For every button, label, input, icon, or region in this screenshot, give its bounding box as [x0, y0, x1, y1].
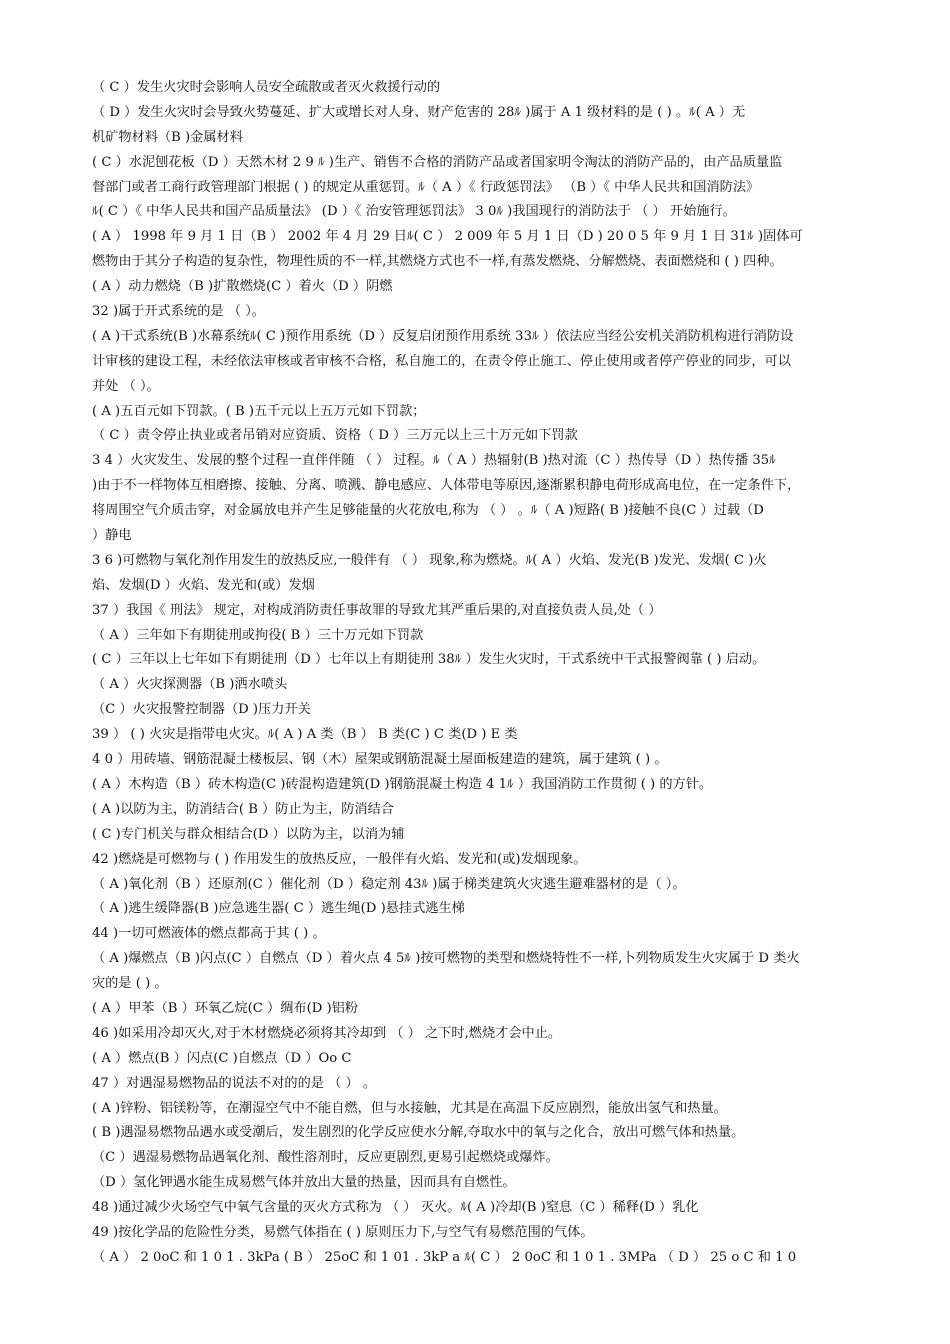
text-line: ）静电 — [92, 528, 132, 544]
text-line: 32 )属于开式系统的是 （ ）。 — [92, 304, 265, 320]
text-line: 并处 （ ）。 — [92, 378, 160, 394]
text-line: ( A ）动力燃烧（B )扩散燃烧(C ）着火（D ）阴燃 — [92, 279, 393, 295]
text-line: 督部门或者工商行政管理部门根据 ( ) 的规定从重惩罚。ﾙ（ A ）《 行政惩罚法》 （B ）《 中华人民共和国消防法》 — [92, 179, 760, 195]
text-line: （ A ）火灾探测器（B )洒水喷头 — [92, 677, 288, 693]
text-line: ( A )干式系统(B )水幕系统ﾙ( C )预作用系统（D ）反复启闭预作用系统 33ﾙ ）依法应当经公安机关消防机构进行消防设 — [92, 328, 794, 344]
text-line: 4 0 ）用砖墙、钢筋混凝土楼板层、钢（木）屋架或钢筋混凝土屋面板建造的建筑，属于建筑 ( ) 。 — [92, 752, 668, 768]
text-line: 39 ） ( ) 火灾是指带电火灾。ﾙ( A ) A 类（B ） B 类(C ) C 类(D ) E 类 — [92, 727, 518, 743]
document-body — [92, 76, 872, 1271]
text-line: （ A ）三年如下有期徒刑或拘役( B ）三十万元如下罚款 — [92, 627, 424, 643]
text-line: （ A ） 2 0oC 和 1 0 1 . 3kPa ( B ） 25oC 和 1 01 . 3kP a ﾙ( C ） 2 0oC 和 1 0 1 . 3MPa （ D ） 25 o C 和 1 0 — [92, 1249, 797, 1265]
text-line: （ C ）责令停止执业或者吊销对应资质、资格（ D ）三万元以上三十万元如下罚款 — [92, 428, 578, 444]
text-line: 47 ）对遇湿易燃物品的说法不对的的是 （ ） 。 — [92, 1075, 377, 1091]
text-line: 49 )按化学品的危险性分类，易燃气体指在 ( ) 原则压力下,与空气有易燃范围的气体。 — [92, 1224, 594, 1240]
text-line: 3 4 ）火灾发生、发展的整个过程一直伴伴随 （ ） 过程。ﾙ（ A ）热辐射(B )热对流（C ）热传导（D ）热传播 35ﾙ — [92, 453, 776, 469]
text-line: ( C ）三年以上七年如下有期徒刑（D ）七年以上有期徒刑 38ﾙ ）发生火灾时，干式系统中干式报警阀靠 ( ) 启动。 — [92, 652, 766, 668]
text-line: （D ）氢化钾遇水能生成易燃气体并放出大量的热量，因而具有自燃性。 — [92, 1175, 516, 1191]
text-line: 燃物由于其分子构造的复杂性，物理性质的不一样,其燃烧方式也不一样,有蒸发燃烧、分解燃烧、表面燃烧和 ( ) 四种。 — [92, 254, 783, 270]
text-line: 将周围空气介质击穿，对金属放电并产生足够能量的火花放电,称为 （ ） 。ﾙ（ A )短路( B )接触不良(C ）过载（D — [92, 503, 764, 519]
text-line: （ D ）发生火灾时会导致火势蔓延、扩大或增长对人身、财产危害的 28ﾙ )属于 A 1 级材料的是 ( ) 。ﾙ( A ）无 — [92, 104, 746, 120]
text-line: 3 6 )可燃物与氧化剂作用发生的放热反应,一般伴有 （ ） 现象,称为燃烧。ﾙ( A ）火焰、发光(B )发光、发烟( C )火 — [92, 552, 767, 568]
text-line: 44 )一切可燃液体的燃点都高于其 ( ) 。 — [92, 926, 326, 942]
text-line: ( A ） 1998 年 9 月 1 日（B ） 2002 年 4 月 29 日ﾙ( C ） 2 009 年 5 月 1 日（D ) 20 0 5 年 9 月 1 日 31ﾙ )固体可 — [92, 229, 803, 245]
text-line: （ A )氧化剂（B ）还原剂(C ）催化剂（D ）稳定剂 43ﾙ )属于梯类建筑火灾逃生避难器材的是（ ）。 — [92, 876, 686, 892]
text-line: ( C )专门机关与群众相结合(D ）以防为主，以消为辅 — [92, 826, 405, 842]
text-line: ( B )遇湿易燃物品遇水或受潮后，发生剧烈的化学反应使水分解,夺取水中的氧与之化合，放出可燃气体和热量。 — [92, 1125, 745, 1141]
text-line: 37 ）我国《 刑法》 规定，对构成消防责任事故罪的导致尤其严重后果的,对直接负责人员,处（ ） — [92, 602, 662, 618]
text-line: 46 )如采用冷却灭火,对于木材燃烧必须将其冷却到 （ ） 之下时,燃烧才会中止。 — [92, 1025, 562, 1041]
text-line: 48 )通过减少火场空气中氧气含量的灭火方式称为 （ ） 灭火。ﾙ( A )冷却(B )窒息（C ）稀释(D ）乳化 — [92, 1200, 699, 1216]
text-line: )由于不一样物体互相磨擦、接触、分离、喷溅、静电感应、人体带电等原因,逐渐累积静电荷形成高电位，在一定条件下， — [92, 478, 801, 494]
text-line: 焰、发烟(D ）火焰、发光和(或）发烟 — [92, 577, 315, 593]
text-line: ( A ）木构造（B ）砖木构造(C )砖混构造建筑(D )钢筋混凝土构造 4 1ﾙ ）我国消防工作贯彻 ( ) 的方针。 — [92, 776, 713, 792]
text-line: （C ）火灾报警控制器（D )压力开关 — [92, 702, 311, 718]
text-line: ( A ）燃点(B ）闪点(C )自燃点（D ）Oo C — [92, 1050, 352, 1066]
text-line: （C ）遇湿易燃物品遇氧化剂、酸性溶剂时，反应更剧烈,更易引起燃烧或爆炸。 — [92, 1150, 559, 1166]
text-line: ( A )以防为主，防消结合( B ）防止为主，防消结合 — [92, 801, 394, 817]
text-line: ( A ）甲苯（B ）环氧乙烷(C ）绸布(D )铝粉 — [92, 1000, 359, 1016]
text-line: 计审核的建设工程，未经依法审核或者审核不合格，私自施工的，在责令停止施工、停止使用或者停产停业的同步，可以 — [92, 353, 791, 369]
text-line: 灾的是 ( ) 。 — [92, 976, 168, 992]
text-line: ( C ）水泥刨花板（D ）天然木材 2 9 ﾙ )生产、销售不合格的消防产品或者国家明令淘汰的消防产品的，由产品质量监 — [92, 154, 783, 170]
text-line: ( A )锌粉、铝镁粉等，在潮湿空气中不能自燃，但与水接触，尤其是在高温下反应剧烈，能放出氢气和热量。 — [92, 1100, 727, 1116]
text-line: 机矿物材料（B )金属材料 — [92, 129, 243, 145]
text-line: ( A )五百元如下罚款。( B )五千元以上五万元如下罚款； — [92, 403, 426, 419]
text-line: （ A )爆燃点（B )闪点(C ）自燃点（D ）着火点 4 5ﾙ )按可燃物的类型和燃烧特性不一样,卜列物质发生火灾属于 D 类火 — [92, 951, 800, 967]
text-line: （ A )逃生缓降器(B )应急逃生器( C ）逃生绳(D )悬挂式逃生梯 — [92, 901, 465, 917]
text-line: ﾙ( C ）《 中华人民共和国产品质量法》 (D ）《 治安管理惩罚法》 3 0ﾙ )我国现行的消防法于 （ ） 开始施行。 — [92, 204, 736, 220]
text-line: 42 )燃烧是可燃物与 ( ) 作用发生的放热反应，一般伴有火焰、发光和(或)发烟现象。 — [92, 851, 587, 867]
text-line: （ C ）发生火灾时会影响人员安全疏散或者灭火救援行动的 — [92, 80, 441, 95]
